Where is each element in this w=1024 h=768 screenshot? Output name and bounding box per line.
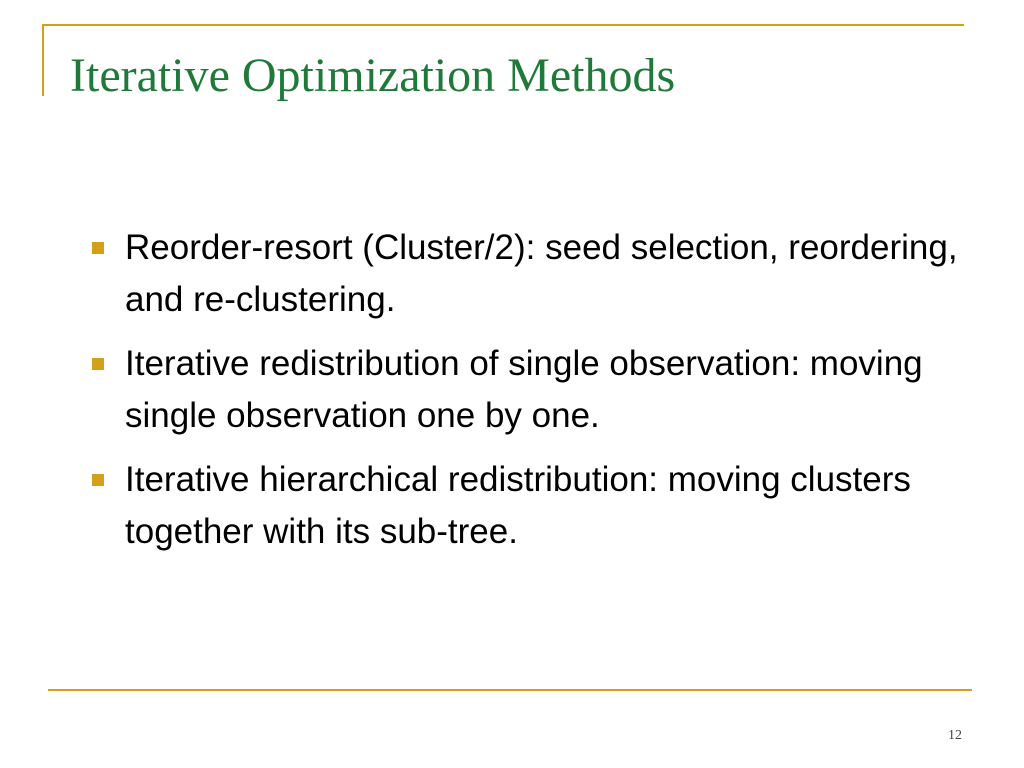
- bullet-item: [92, 222, 972, 326]
- bullet-text: Iterative hierarchical redistribution: moving clusters together with its sub-tree.: [125, 460, 911, 551]
- square-bullet-icon: [92, 474, 104, 486]
- square-bullet-icon: [92, 242, 104, 254]
- slide-title: Iterative Optimization Methods: [70, 49, 676, 102]
- bullet-item: [92, 338, 972, 442]
- bullet-list: [92, 222, 972, 570]
- footer-divider: [48, 689, 972, 691]
- square-bullet-icon: [92, 358, 104, 370]
- bullet-text: Iterative redistribution of single observation: moving single observation one by one.: [125, 344, 923, 435]
- page-number: 12: [948, 728, 962, 743]
- left-frame-line: [42, 24, 44, 96]
- top-frame-line: [42, 24, 964, 26]
- bullet-item: [92, 454, 972, 558]
- bullet-text: Reorder-resort (Cluster/2): seed selection, reordering, and re-clustering.: [125, 228, 958, 319]
